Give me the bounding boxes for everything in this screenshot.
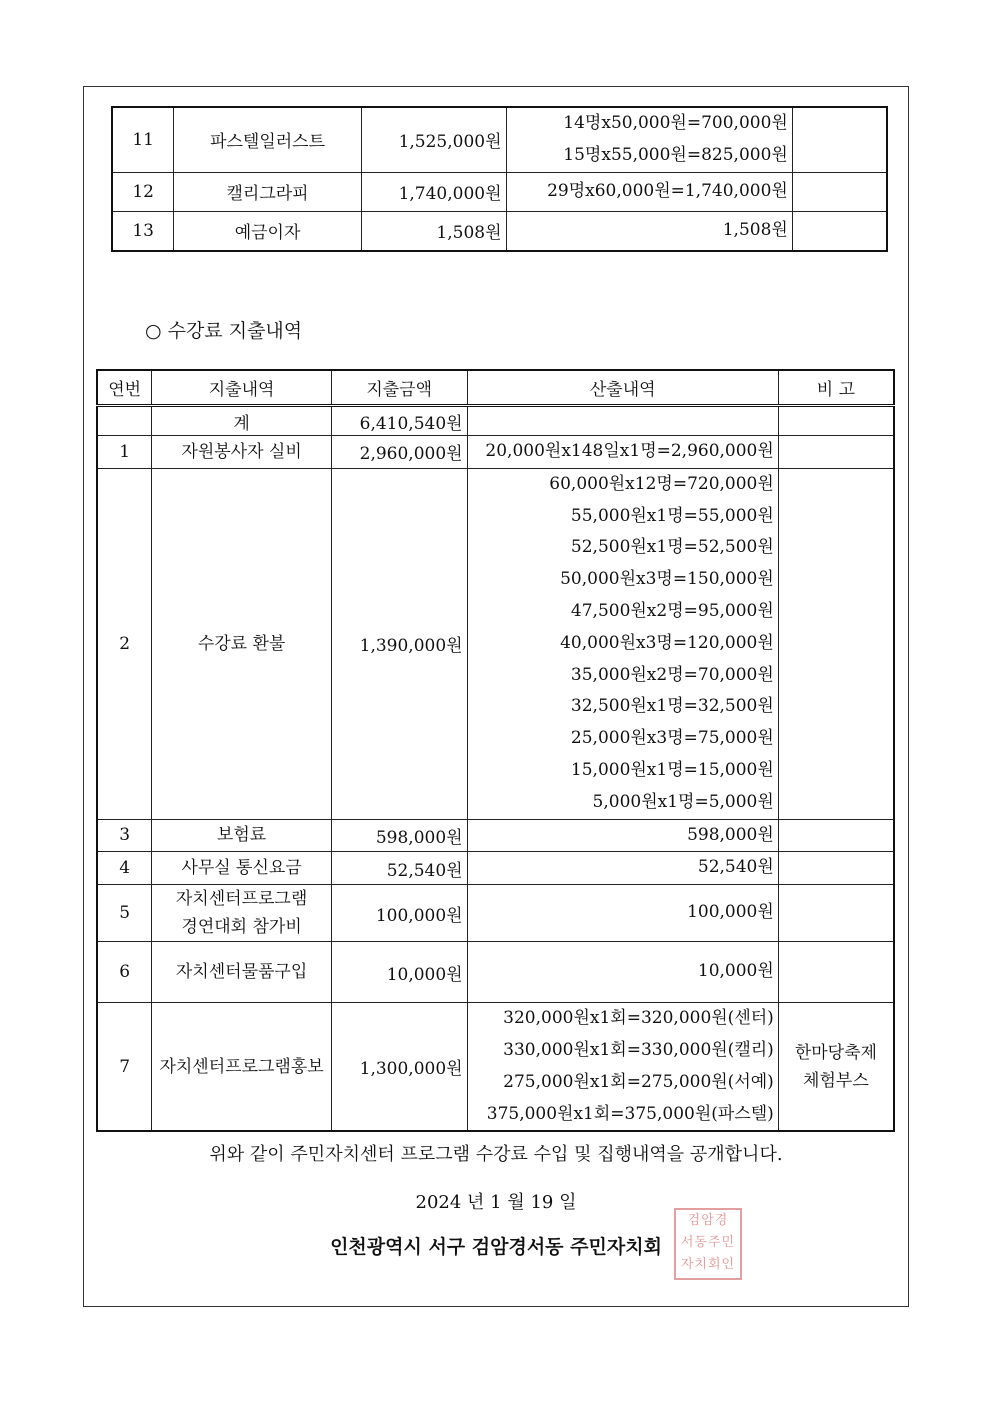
income-name: 파스텔일러스트	[174, 107, 361, 172]
expense-row	[97, 1003, 894, 1132]
income-row	[112, 107, 887, 172]
expense-detail-line: 55,000원x1명=55,000원	[570, 505, 774, 526]
expense-detail	[467, 1003, 778, 1132]
expense-detail	[467, 942, 778, 1003]
income-row	[112, 211, 887, 251]
expense-row	[97, 436, 894, 469]
expense-detail-line: 10,000원	[697, 961, 774, 982]
income-note	[792, 172, 887, 211]
expense-detail-line: 15,000원x1명=15,000원	[570, 759, 774, 780]
expense-name	[152, 885, 331, 942]
expense-row	[97, 852, 894, 885]
income-no: 11	[112, 107, 174, 172]
expense-detail-line: 32,500원x1명=32,500원	[570, 696, 774, 717]
income-note	[792, 107, 887, 172]
expense-name	[152, 468, 331, 819]
official-seal: 검암경 서동주민 자치회인	[674, 1208, 742, 1280]
income-name: 예금이자	[174, 211, 361, 251]
total-row	[97, 406, 894, 436]
expense-detail-line: 330,000원x1회=330,000원(캘리)	[503, 1039, 774, 1060]
organization-name: 인천광역시 서구 검암경서동 주민자치회	[330, 1236, 662, 1258]
expense-note	[778, 436, 894, 469]
income-no: 13	[112, 211, 174, 251]
expense-no: 1	[97, 436, 152, 469]
expense-amount: 598,000원	[331, 819, 467, 852]
total-no	[97, 406, 152, 436]
expense-detail-line: 52,540원	[697, 857, 774, 878]
income-detail-line: 29명x60,000원=1,740,000원	[547, 180, 788, 201]
expense-header-row	[97, 370, 894, 406]
expense-detail-line: 25,000원x3명=75,000원	[570, 728, 774, 749]
income-detail-line: 1,508원	[722, 219, 788, 240]
expense-name	[152, 942, 331, 1003]
expense-name-line: 자치센터프로그램홍보	[159, 1056, 324, 1077]
income-detail	[506, 211, 792, 251]
expense-table	[96, 369, 895, 1132]
expense-detail-line: 60,000원x12명=720,000원	[549, 473, 774, 494]
total-note	[778, 406, 894, 436]
expense-note	[778, 1003, 894, 1132]
expense-detail-line: 20,000원x148일x1명=2,960,000원	[485, 441, 774, 461]
expense-note	[778, 942, 894, 1003]
expense-detail-line: 598,000원	[687, 824, 774, 845]
total-label: 계	[152, 406, 331, 436]
expense-detail	[467, 852, 778, 885]
expense-amount: 2,960,000원	[331, 436, 467, 469]
income-amount: 1,508원	[361, 211, 506, 251]
expense-amount: 1,390,000원	[331, 468, 467, 819]
header-no: 연번	[97, 370, 152, 406]
expense-name	[152, 819, 331, 852]
expense-name	[152, 436, 331, 469]
expense-no: 7	[97, 1003, 152, 1132]
expense-detail-line: 50,000원x3명=150,000원	[560, 569, 774, 590]
expense-detail-line: 47,500원x2명=95,000원	[570, 600, 774, 621]
expense-detail-line: 40,000원x3명=120,000원	[560, 632, 774, 653]
expense-detail	[467, 468, 778, 819]
expense-name-line: 사무실 통신요금	[181, 858, 302, 879]
expense-name	[152, 1003, 331, 1132]
income-row	[112, 172, 887, 211]
total-amount: 6,410,540원	[331, 406, 467, 436]
expense-detail-line: 375,000원x1회=375,000원(파스텔)	[486, 1103, 774, 1124]
expense-note-line: 한마당축제	[794, 1042, 877, 1063]
expense-name-line: 보험료	[216, 825, 267, 846]
expense-no: 2	[97, 468, 152, 819]
expense-no: 6	[97, 942, 152, 1003]
income-detail	[506, 107, 792, 172]
expense-detail	[467, 885, 778, 942]
header-detail: 산출내역	[467, 370, 778, 406]
income-amount: 1,525,000원	[361, 107, 506, 172]
total-detail	[467, 406, 778, 436]
expense-amount: 52,540원	[331, 852, 467, 885]
expense-amount: 1,300,000원	[331, 1003, 467, 1132]
expense-row	[97, 819, 894, 852]
expense-no: 4	[97, 852, 152, 885]
header-amount: 지출금액	[331, 370, 467, 406]
header-name: 지출내역	[152, 370, 331, 406]
date-text: 2024 년 1 월 19 일	[415, 1192, 577, 1213]
expense-detail-line: 320,000원x1회=320,000원(센터)	[503, 1008, 774, 1029]
income-table	[111, 106, 888, 252]
expense-detail-line: 5,000원x1명=5,000원	[592, 791, 774, 812]
expense-note	[778, 819, 894, 852]
expense-name-line: 자원봉사자 실비	[181, 441, 302, 462]
expense-row	[97, 468, 894, 819]
expense-note	[778, 468, 894, 819]
expense-name-line: 수강료 환불	[197, 633, 286, 654]
expense-detail	[467, 436, 778, 469]
expense-detail-line: 275,000원x1회=275,000원(서예)	[503, 1071, 774, 1092]
income-detail	[506, 172, 792, 211]
expense-name	[152, 852, 331, 885]
income-name: 캘리그라피	[174, 172, 361, 211]
income-note	[792, 211, 887, 251]
expense-note-line: 체험부스	[803, 1070, 869, 1091]
expense-detail-line: 35,000원x2명=70,000원	[570, 664, 774, 685]
notice-text: 위와 같이 주민자치센터 프로그램 수강료 수입 및 집행내역을 공개합니다.	[209, 1144, 783, 1165]
expense-name-line: 자치센터물품구입	[175, 962, 308, 983]
expense-detail-line: 100,000원	[687, 902, 774, 923]
expense-note	[778, 885, 894, 942]
expense-no: 5	[97, 885, 152, 942]
expense-name-line: 경연대회 참가비	[181, 917, 302, 938]
section-title: ○ 수강료 지출내역	[145, 320, 303, 342]
expense-amount: 100,000원	[331, 885, 467, 942]
income-detail-line: 14명x50,000원=700,000원	[563, 113, 788, 133]
header-note: 비 고	[778, 370, 894, 406]
expense-row	[97, 885, 894, 942]
income-detail-line: 15명x55,000원=825,000원	[563, 144, 788, 165]
income-no: 12	[112, 172, 174, 211]
expense-note	[778, 852, 894, 885]
expense-no: 3	[97, 819, 152, 852]
expense-detail-line: 52,500원x1명=52,500원	[570, 537, 774, 558]
expense-detail	[467, 819, 778, 852]
income-amount: 1,740,000원	[361, 172, 506, 211]
expense-name-line: 자치센터프로그램	[175, 889, 308, 910]
expense-row	[97, 942, 894, 1003]
expense-amount: 10,000원	[331, 942, 467, 1003]
